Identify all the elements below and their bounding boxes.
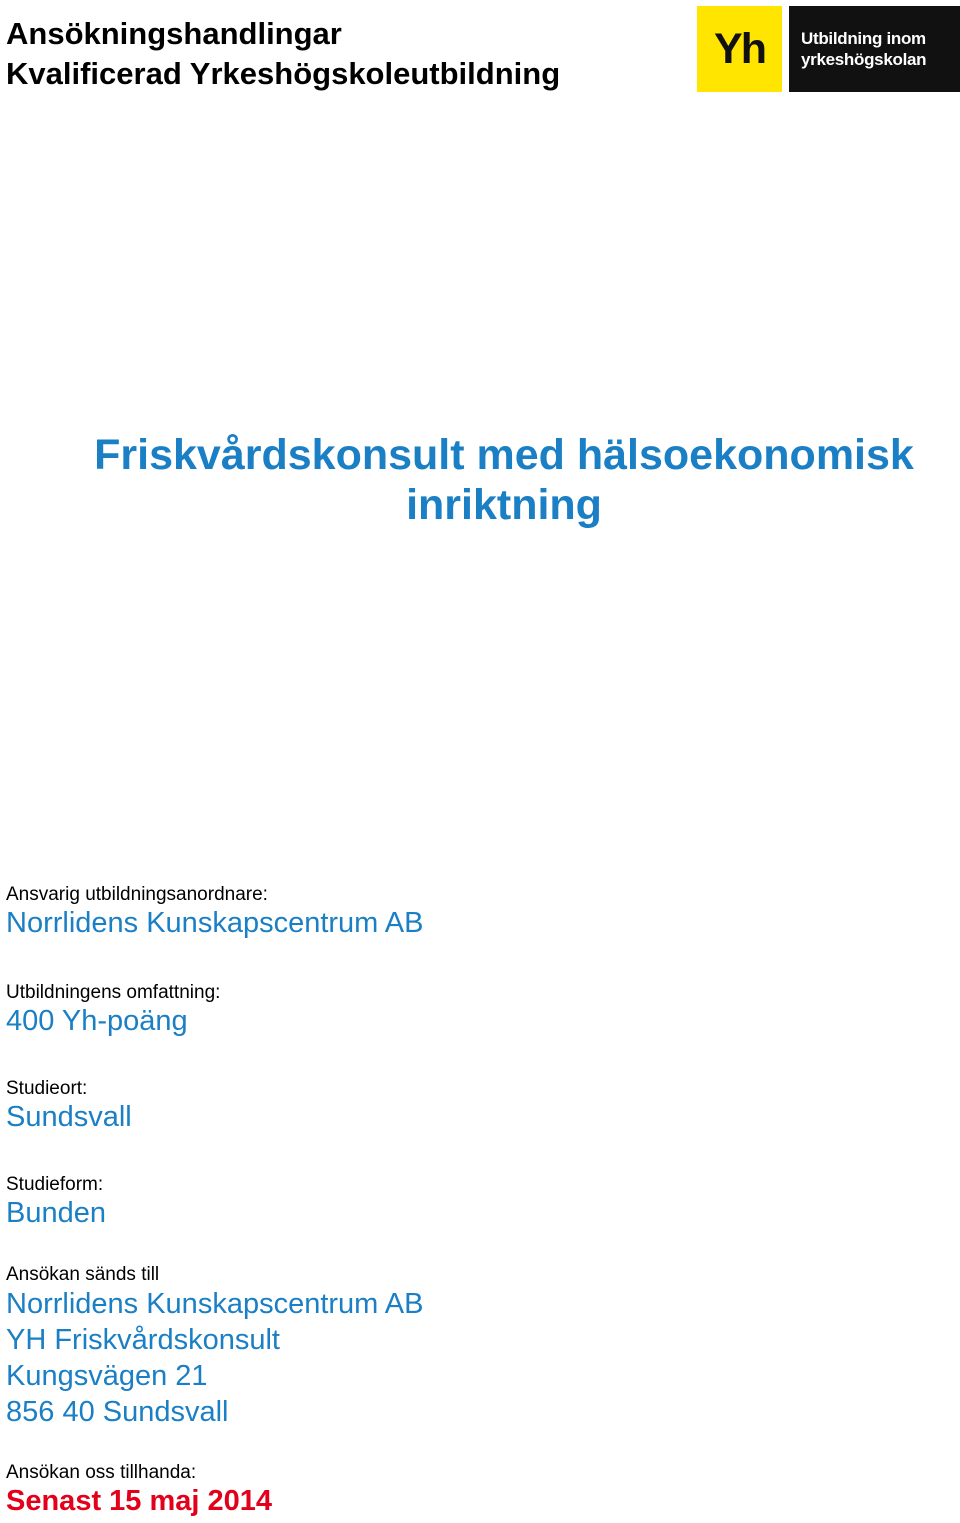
form-section	[6, 1174, 106, 1230]
send-to-label: Ansökan sänds till	[6, 1264, 160, 1285]
location-label: Studieort:	[6, 1078, 88, 1099]
address-line: Kungsvägen 21	[6, 1360, 208, 1392]
scope-value: 400 Yh-poäng	[6, 1005, 188, 1037]
yh-logo-wordmark-text	[801, 28, 926, 70]
deadline-label: Ansökan oss tillhanda:	[6, 1462, 197, 1483]
application-address-section	[6, 1264, 423, 1430]
scope-section	[6, 982, 220, 1038]
header-title-line-2: Kvalificerad Yrkeshögskoleutbildning	[6, 56, 561, 91]
scope-label: Utbildningens omfattning:	[6, 982, 221, 1003]
organizer-value: Norrlidens Kunskapscentrum AB	[6, 907, 424, 939]
address-line: YH Friskvårdskonsult	[6, 1324, 280, 1356]
yh-logo-wordmark-line-2: yrkeshögskolan	[801, 50, 927, 69]
organizer-label: Ansvarig utbildningsanordnare:	[6, 884, 268, 905]
location-value: Sundsvall	[6, 1101, 132, 1133]
yh-logo-mark-text: Yh	[714, 24, 765, 73]
location-section	[6, 1078, 132, 1134]
address-line: 856 40 Sundsvall	[6, 1396, 229, 1428]
header-title-line-1: Ansökningshandlingar	[6, 16, 342, 51]
program-title-line-2: inriktning	[406, 481, 602, 529]
yh-logo-wordmark	[789, 6, 960, 92]
program-title	[0, 430, 960, 530]
address-line: Norrlidens Kunskapscentrum AB	[6, 1288, 424, 1320]
yh-logo-wordmark-line-1: Utbildning inom	[801, 29, 926, 48]
deadline-section	[6, 1462, 272, 1518]
program-title-line-1: Friskvårdskonsult med hälsoekonomisk	[94, 431, 914, 479]
deadline-value: Senast 15 maj 2014	[6, 1485, 273, 1517]
yh-logo-mark	[697, 6, 782, 92]
form-value: Bunden	[6, 1197, 106, 1229]
organizer-section	[6, 884, 423, 940]
form-label: Studieform:	[6, 1174, 104, 1195]
document-header-title	[6, 14, 560, 94]
